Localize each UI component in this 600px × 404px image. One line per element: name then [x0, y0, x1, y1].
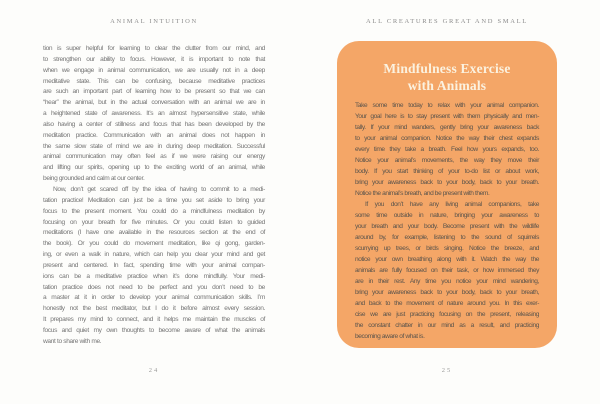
mindfulness-exercise-callout — [337, 41, 557, 348]
text-line: and lifting our spirits, opening up to the exciting world of an animal, while — [43, 164, 265, 172]
text-line: being grounded and calm at our center. — [43, 175, 145, 183]
text-line: the book). Or you could do movement meditation, like qi gong, garden- — [43, 240, 265, 248]
callout-title-line1: Mindfulness Exercise — [383, 61, 511, 76]
text-line: If you don’t have any living animal companions, take — [365, 201, 539, 208]
left-running-header: ANIMAL INTUITION — [110, 18, 198, 25]
text-line: Notice your animal’s movements, the way they move their — [355, 157, 539, 164]
text-line: also having a center of stillness and focus that has been developed by the — [43, 120, 265, 128]
right-page — [337, 0, 557, 404]
text-line: meditation practice. Communication with an animal does not happen in — [43, 131, 265, 139]
text-line: animals are fully focused on their task, or how immersed they — [355, 267, 539, 274]
text-line: focus and quiet my own thoughts to become aware of what the animals — [43, 326, 265, 334]
left-page-number: 24 — [148, 367, 160, 374]
text-line: ing, or even a walk in nature, which can help you clear your mind and get — [43, 251, 265, 259]
text-line: bring your awareness back to your body, back to your breath, — [355, 289, 539, 296]
text-line: Notice the animal’s breath, and be present with them. — [355, 190, 490, 197]
left-body-text — [43, 44, 265, 348]
text-line: present and centered. In fact, spending time with your animal compan- — [43, 261, 265, 269]
left-page — [43, 0, 265, 404]
right-page-number: 25 — [441, 367, 453, 374]
text-line: meditative state. This can be confusing, because meditative practices — [43, 77, 265, 85]
text-line: want to share with me. — [43, 337, 102, 345]
text-line: your breath and your body. Become present with the wildlife — [355, 223, 539, 230]
callout-body-text — [355, 100, 539, 342]
text-line: Take some time today to relax with your animal companion. — [355, 102, 539, 109]
text-line: Now, don’t get scared off by the idea of having to commit to a medi- — [53, 185, 265, 193]
text-line: focus to the present moment. You could do a mindfulness meditation by — [43, 207, 265, 215]
text-line: Your goal here is to stay present with them physically and men- — [355, 113, 539, 120]
text-line: tally. If your mind wanders, gently bring your awareness back — [355, 124, 539, 131]
text-line: and back to the movement of nature around you. In this exer- — [355, 300, 539, 307]
text-line: every time they take a breath. Feel how yours expands, too. — [355, 146, 539, 153]
text-line: ions can be a meditative practice when it’s done mindfully. Your medi- — [43, 272, 265, 280]
callout-title — [355, 61, 539, 94]
text-line: It prepares my mind to connect, and it helps me maintain the muscles of — [43, 316, 265, 324]
text-line: tion is super helpful for learning to clear the clutter from our mind, and — [43, 45, 265, 52]
text-line: a master at it in order to develop your animal communication skills. I’m — [43, 294, 265, 302]
right-running-header: ALL CREATURES GREAT AND SMALL — [366, 18, 528, 25]
text-line: body. If you start thinking of your to-do list or about work, — [355, 168, 539, 175]
text-line: bring your awareness back to your body, back to your breath. — [355, 179, 539, 186]
text-line: a heightened state of awareness. It’s an almost hypersensitive state, while — [43, 110, 265, 118]
text-line: around by, for example, listening to the sound of squirrels — [355, 234, 539, 241]
text-line: meditations (I have one available in the resources section at the end of — [43, 229, 265, 237]
text-line: are in their rest. Any time you notice your mind wandering, — [355, 278, 539, 285]
text-line: cise we are just practicing focusing on the present, releasing — [355, 311, 539, 318]
text-line: becoming aware of what is. — [355, 333, 425, 340]
text-line: the constant chatter in our mind as a result, and practicing — [355, 322, 539, 329]
text-line: scurrying up trees, or birds singing. Notice the breeze, and — [355, 245, 539, 252]
callout-title-line2: with Animals — [407, 77, 487, 93]
text-line: the same slow state of mind we are in during deep meditation. Successful — [43, 142, 265, 150]
text-line: when we engage in animal communication, we are usually not in a deep — [43, 66, 265, 74]
text-line: “hear” the animal, but in the actual conversation with an animal we are in — [43, 99, 265, 107]
text-line: focusing on your breath for five minutes. Or you could listen to guided — [43, 218, 265, 226]
text-line: animal communication may often feel as if we were raising our energy — [43, 153, 265, 161]
text-line: are such an important part of learning how to be present so that we can — [43, 88, 265, 96]
text-line: honestly not the best meditator, but I do it before almost every session. — [43, 305, 265, 313]
text-line: tation practice does not need to be perfect and you don’t need to be — [43, 283, 265, 291]
text-line: notice your own breathing along with it. Watch the way the — [355, 256, 539, 263]
text-line: tation practice! Meditation can just be a time you set aside to bring your — [43, 196, 265, 204]
text-line: some time outside in nature, bringing your awareness to — [355, 212, 539, 219]
text-line: to your animal companion. Notice the way their chest expands — [355, 135, 539, 142]
text-line: to strengthen our ability to focus. However, it is important to note that — [43, 55, 265, 63]
